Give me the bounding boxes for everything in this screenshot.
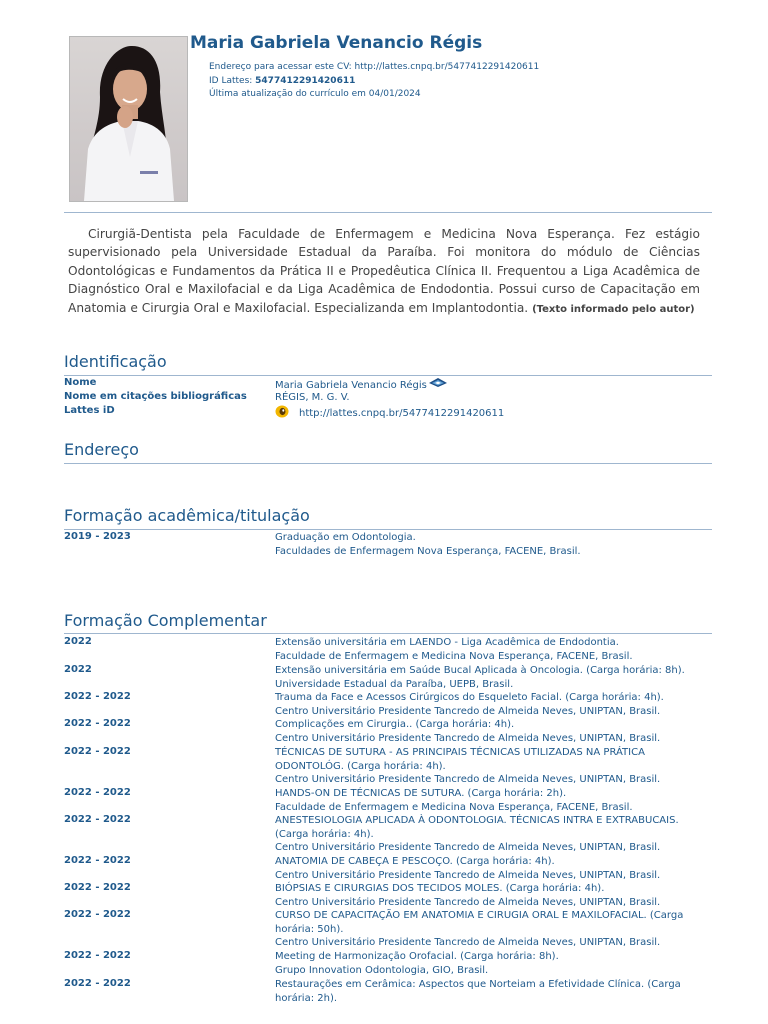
lattes-id-link[interactable]: http://lattes.cnpq.br/5477412291420611: [299, 408, 505, 419]
course-title: HANDS-ON DE TÉCNICAS DE SUTURA. (Carga horária: 2h).: [275, 788, 567, 799]
section-title-formacao: Formação acadêmica/titulação: [64, 506, 310, 525]
formacao-degree: Graduação em Odontologia.: [275, 532, 416, 543]
formacao-institution: Faculdades de Enfermagem Nova Esperança, FACENE, Brasil.: [275, 545, 581, 557]
id-lattes-label: ID Lattes:: [209, 76, 256, 86]
complementar-entry: [275, 636, 705, 663]
course-institution: Centro Universitário Presidente Tancredo de Almeida Neves, UNIPTAN, Brasil.: [275, 937, 661, 949]
section-divider: [64, 463, 712, 464]
complementar-entry: [275, 718, 705, 745]
section-divider: [64, 529, 712, 530]
section-title-complementar: Formação Complementar: [64, 611, 267, 630]
lattes-id-icon: [275, 403, 290, 422]
complementar-entry: [275, 909, 705, 950]
complementar-period: 2022 - 2022: [64, 950, 131, 961]
complementar-period: 2022 - 2022: [64, 718, 131, 729]
course-title: ANESTESIOLOGIA APLICADA À ODONTOLOGIA. TÉCNICAS INTRA E EXTRABUCAIS. (Carga horária: 4h).: [275, 815, 679, 840]
complementar-entry: [275, 746, 705, 787]
course-title: Trauma da Face e Acessos Cirúrgicos do Esqueleto Facial. (Carga horária: 4h).: [275, 692, 664, 703]
complementar-entry: [275, 855, 705, 882]
complementar-entry: [275, 691, 705, 718]
lattes-id-label: Lattes iD: [64, 405, 115, 416]
course-institution: Grupo Innovation Odontologia, GIO, Brasil.: [275, 964, 489, 976]
complementar-period: 2022: [64, 636, 92, 647]
last-update: Última atualização do currículo em 04/01/2024: [209, 89, 421, 99]
course-institution: Centro Universitário Presidente Tancredo de Almeida Neves, UNIPTAN, Brasil.: [275, 869, 661, 881]
page-title: Maria Gabriela Venancio Régis: [190, 33, 483, 53]
complementar-period: 2022 - 2022: [64, 746, 131, 757]
course-title: Complicações em Cirurgia.. (Carga horária: 4h).: [275, 719, 515, 730]
id-lattes-line: [209, 76, 355, 86]
course-title: TÉCNICAS DE SUTURA - AS PRINCIPAIS TÉCNICAS UTILIZADAS NA PRÁTICA ODONTOLÓG. (Carga horária: 4h).: [275, 747, 645, 772]
formacao-period: 2019 - 2023: [64, 531, 131, 542]
course-title: Extensão universitária em Saúde Bucal Aplicada à Oncologia. (Carga horária: 8h).: [275, 665, 685, 676]
section-title-endereco: Endereço: [64, 440, 139, 459]
complementar-period: 2022 - 2022: [64, 814, 131, 825]
complementar-entry: [275, 882, 705, 909]
complementar-entry: [275, 787, 705, 814]
citacoes-value: RÉGIS, M. G. V.: [275, 392, 350, 403]
section-divider: [64, 375, 712, 376]
id-lattes-value: 5477412291420611: [255, 76, 356, 86]
course-title: BIÓPSIAS E CIRURGIAS DOS TECIDOS MOLES. (Carga horária: 4h).: [275, 883, 605, 894]
formacao-entry: [275, 531, 705, 558]
section-title-identificacao: Identificação: [64, 352, 167, 371]
complementar-period: 2022 - 2022: [64, 855, 131, 866]
profile-photo: [69, 36, 188, 202]
complementar-period: 2022 - 2022: [64, 909, 131, 920]
course-institution: Universidade Estadual da Paraíba, UEPB, Brasil.: [275, 678, 514, 690]
portrait-graphic: [70, 37, 187, 201]
complementar-period: 2022 - 2022: [64, 882, 131, 893]
course-title: ANATOMIA DE CABEÇA E PESCOÇO. (Carga horária: 4h).: [275, 856, 555, 867]
course-institution: Faculdade de Enfermagem e Medicina Nova Esperança, FACENE, Brasil.: [275, 650, 633, 662]
course-institution: Centro Universitário Presidente Tancredo de Almeida Neves, UNIPTAN, Brasil.: [275, 896, 661, 908]
complementar-period: 2022 - 2022: [64, 691, 131, 702]
course-institution: Centro Universitário Presidente Tancredo de Almeida Neves, UNIPTAN, Brasil.: [275, 842, 661, 854]
cv-url-line[interactable]: Endereço para acessar este CV: http://lattes.cnpq.br/5477412291420611: [209, 62, 540, 72]
header-divider: [64, 212, 712, 213]
course-institution: Centro Universitário Presidente Tancredo de Almeida Neves, UNIPTAN, Brasil.: [275, 705, 661, 717]
complementar-entry: [275, 814, 705, 855]
course-institution: Faculdade de Enfermagem e Medicina Nova Esperança, FACENE, Brasil.: [275, 801, 633, 813]
complementar-period: 2022: [64, 664, 92, 675]
resumo-paragraph: [68, 225, 700, 319]
complementar-entry: [275, 978, 705, 1005]
resumo-text: Cirurgiã-Dentista pela Faculdade de Enfermagem e Medicina Nova Esperança. Fez estágio supervisionado pela Universidade Estadual da Paraíba. Foi monitora do módulo de Ciências Odontológicas e Fundamentos da Prática II e Propedêutica Clínica II. Frequentou a Liga Acadêmica de Diagnóstico Oral e Maxilofacial e da Liga Acadêmica de Endodontia. Possui curso de Capacitação em Anatomia e Cirurgia Oral e Maxilofacial. Especializanda em Implantodontia.: [68, 227, 700, 315]
course-title: Extensão universitária em LAENDO - Liga Acadêmica de Endodontia.: [275, 637, 619, 648]
course-institution: Centro Universitário Presidente Tancredo de Almeida Neves, UNIPTAN, Brasil.: [275, 774, 661, 786]
course-title: Restaurações em Cerâmica: Aspectos que Norteiam a Efetividade Clínica. (Carga horária: 2h).: [275, 979, 681, 1004]
complementar-entry: [275, 664, 705, 691]
course-title: Meeting de Harmonização Orofacial. (Carga horária: 8h).: [275, 951, 559, 962]
section-divider: [64, 633, 712, 634]
course-title: CURSO DE CAPACITAÇÃO EM ANATOMIA E CIRUGIA ORAL E MAXILOFACIAL. (Carga horária: 50h).: [275, 910, 684, 935]
course-institution: Centro Universitário Presidente Tancredo de Almeida Neves, UNIPTAN, Brasil.: [275, 732, 661, 744]
resumo-note: (Texto informado pelo autor): [532, 303, 695, 315]
complementar-period: 2022 - 2022: [64, 787, 131, 798]
nome-value: Maria Gabriela Venancio Régis: [275, 379, 427, 391]
complementar-entry: [275, 950, 705, 977]
nome-label: Nome: [64, 377, 97, 388]
complementar-period: 2022 - 2022: [64, 978, 131, 989]
citacoes-label: Nome em citações bibliográficas: [64, 391, 247, 402]
